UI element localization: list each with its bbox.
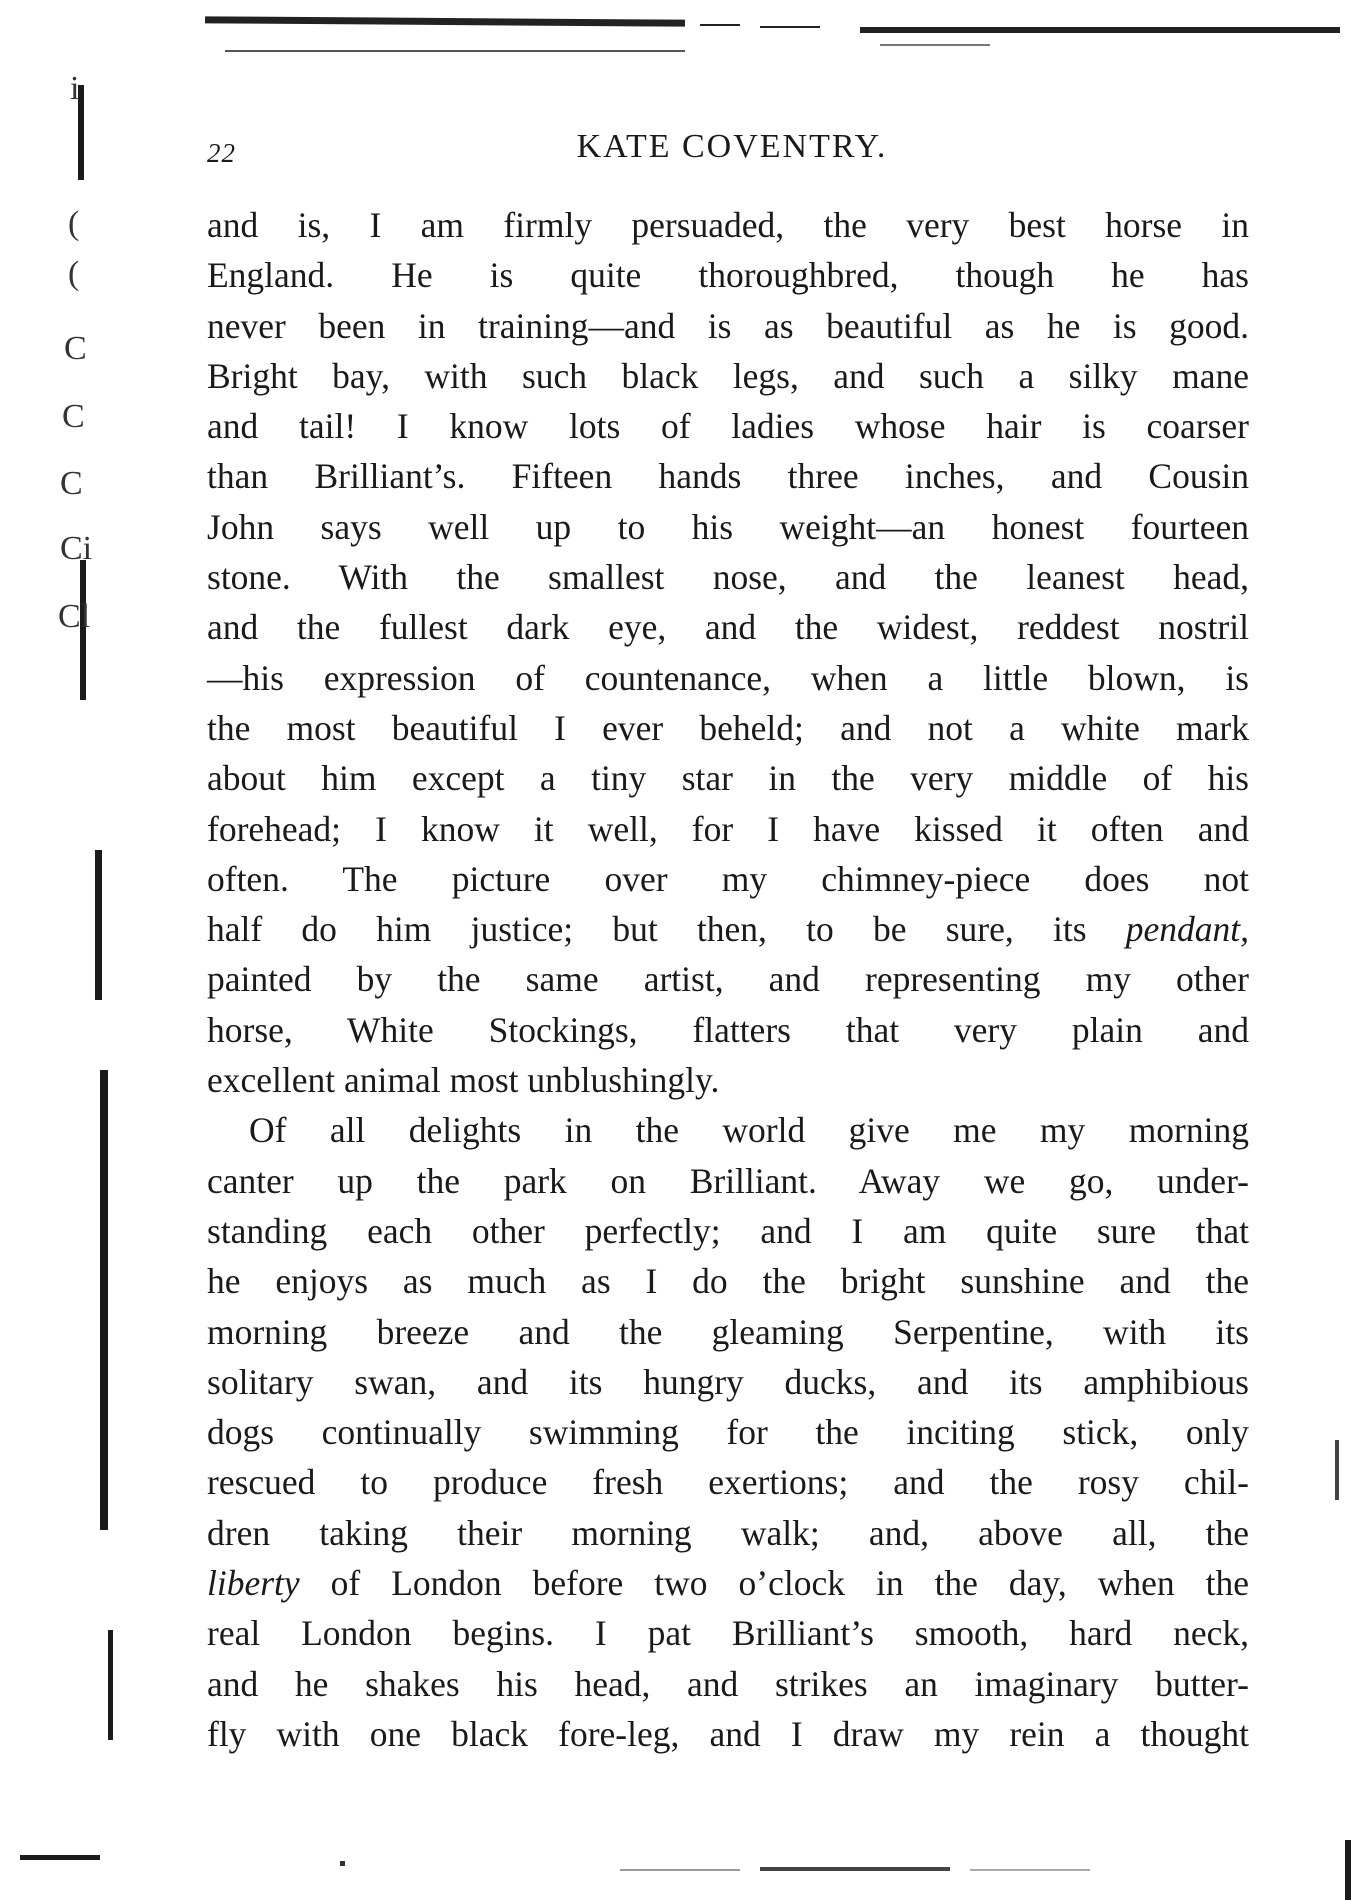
text-line: and the fullest dark eye, and the widest, reddest nostril xyxy=(207,607,1249,648)
text-line: solitary swan, and its hungry ducks, and its amphibious xyxy=(207,1361,1249,1402)
scan-speck xyxy=(340,1861,345,1866)
margin-glyph: C xyxy=(60,465,83,502)
margin-artifact xyxy=(95,850,102,1000)
text-line: forehead; I know it well, for I have kissed it often and xyxy=(207,808,1249,849)
scan-rule-thin xyxy=(225,50,685,52)
scan-speck xyxy=(620,1869,740,1871)
margin-glyph: C xyxy=(62,398,85,435)
margin-glyph: ( xyxy=(68,255,80,292)
text-line: dogs continually swimming for the inciting stick, only xyxy=(207,1412,1249,1453)
text-line: about him except a tiny star in the very middle of his xyxy=(207,758,1249,799)
text-line: Of all delights in the world give me my morning xyxy=(249,1110,1249,1151)
text-line: Bright bay, with such black legs, and such a silky mane xyxy=(207,355,1249,396)
text-line: John says well up to his weight—an honest fourteen xyxy=(207,506,1249,547)
margin-artifact xyxy=(20,1855,100,1860)
body-text xyxy=(207,200,1249,1759)
margin-glyph: i xyxy=(70,70,80,107)
text-line: horse, White Stockings, flatters that very plain and xyxy=(207,1009,1249,1050)
margin-glyph: ( xyxy=(68,205,80,242)
italic-word: pendant, xyxy=(1125,909,1249,950)
text-line: real London begins. I pat Brilliant’s smooth, hard neck, xyxy=(207,1613,1249,1654)
text-line: and is, I am firmly persuaded, the very best horse in xyxy=(207,205,1249,245)
text-line: and tail! I know lots of ladies whose hair is coarser xyxy=(207,406,1249,447)
margin-artifact xyxy=(1335,1440,1339,1500)
text-line: stone. With the smallest nose, and the leanest head, xyxy=(207,557,1249,598)
text-run: of London before two o’clock in the day, when the xyxy=(299,1563,1249,1604)
text-line xyxy=(207,1558,1249,1608)
margin-glyph: C xyxy=(64,330,87,367)
italic-word: liberty xyxy=(207,1563,300,1604)
scan-rule-top-right xyxy=(860,27,1340,33)
scan-rule-top xyxy=(205,16,685,26)
text-line: never been in training—and is as beautiful as he is good. xyxy=(207,305,1249,346)
text-line: England. He is quite thoroughbred, though he has xyxy=(207,255,1249,296)
scan-rule-thin xyxy=(880,44,990,46)
scan-rule-dash xyxy=(760,26,820,28)
text-line: canter up the park on Brilliant. Away we go, under- xyxy=(207,1160,1249,1201)
scan-rule-dash xyxy=(700,24,740,26)
text-line: painted by the same artist, and representing my other xyxy=(207,959,1249,1000)
margin-artifact xyxy=(100,1070,108,1530)
page-title: KATE COVENTRY. xyxy=(576,128,888,165)
text-line: often. The picture over my chimney-piece does not xyxy=(207,858,1249,899)
scan-speck xyxy=(970,1869,1090,1871)
text-line: dren taking their morning walk; and, above all, the xyxy=(207,1512,1249,1553)
text-line xyxy=(207,904,1249,954)
text-line: rescued to produce fresh exertions; and the rosy chil- xyxy=(207,1462,1249,1503)
scan-specks xyxy=(200,1855,1300,1885)
text-line: standing each other perfectly; and I am quite sure that xyxy=(207,1210,1249,1251)
margin-artifact xyxy=(108,1630,113,1740)
text-line: the most beautiful I ever beheld; and not a white mark xyxy=(207,707,1249,748)
text-line: morning breeze and the gleaming Serpentine, with its xyxy=(207,1311,1249,1352)
running-head xyxy=(207,128,1237,178)
text-line: and he shakes his head, and strikes an imaginary butter- xyxy=(207,1663,1249,1704)
text-line: fly with one black fore-leg, and I draw my rein a thought xyxy=(207,1713,1249,1754)
text-line: he enjoys as much as I do the bright sunshine and the xyxy=(207,1261,1249,1302)
text-line: —his expression of countenance, when a little blown, is xyxy=(207,657,1249,698)
text-line: excellent animal most unblushingly. xyxy=(207,1060,720,1101)
scan-speck xyxy=(760,1867,950,1871)
margin-glyph: Cl xyxy=(58,598,91,635)
text-line: than Brilliant’s. Fifteen hands three inches, and Cousin xyxy=(207,456,1249,497)
margin-glyph: Ci xyxy=(60,530,93,567)
page-number: 22 xyxy=(207,138,236,168)
text-run: half do him justice; but then, to be sure, its xyxy=(207,909,1126,950)
margin-artifact xyxy=(1345,1840,1351,1900)
